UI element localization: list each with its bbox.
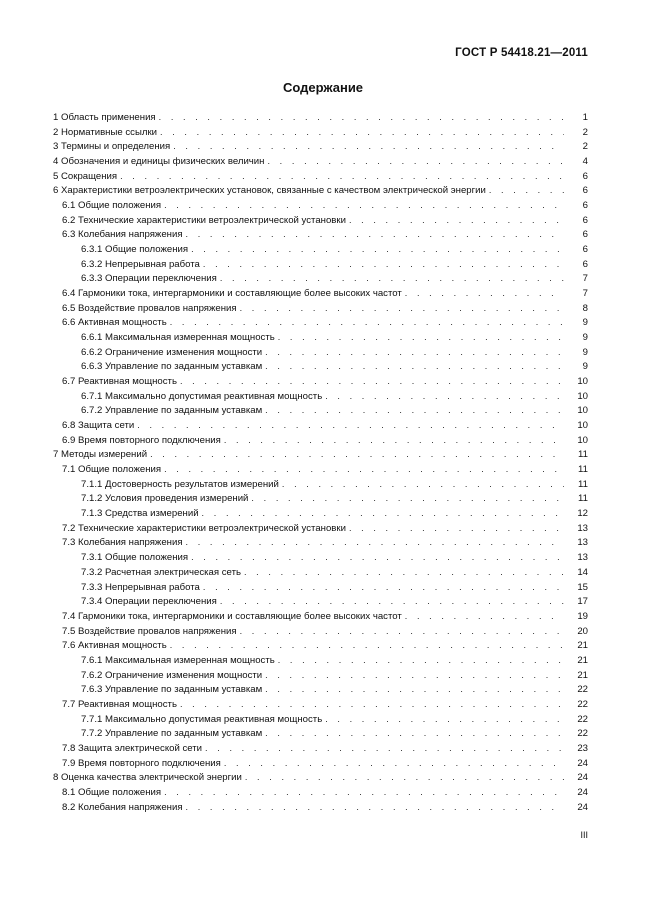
toc-entry[interactable] bbox=[53, 257, 588, 272]
toc-entry-page: 21 bbox=[577, 669, 588, 681]
toc-entry-page: 20 bbox=[577, 625, 588, 637]
dot-leader bbox=[240, 624, 564, 639]
toc-entry[interactable] bbox=[53, 213, 588, 228]
toc-entry[interactable] bbox=[53, 624, 588, 639]
toc-entry[interactable] bbox=[53, 315, 588, 330]
toc-entry[interactable] bbox=[53, 345, 588, 360]
dot-leader bbox=[186, 800, 564, 815]
toc-entry-page: 9 bbox=[582, 346, 588, 358]
toc-entry-label: 6.7.1 Максимально допустимая реактивная мощность bbox=[81, 390, 323, 402]
toc-entry-label: 6.6.2 Ограничение изменения мощности bbox=[81, 346, 263, 358]
toc-entry[interactable] bbox=[53, 330, 588, 345]
toc-entry-page: 13 bbox=[577, 537, 588, 549]
toc-entry-label: 7.3.3 Непрерывная работа bbox=[81, 581, 200, 593]
toc-entry-label: 6.6 Активная мощность bbox=[62, 317, 167, 329]
toc-entry-page: 22 bbox=[577, 684, 588, 696]
dot-leader bbox=[191, 242, 564, 257]
dot-leader bbox=[202, 506, 564, 521]
toc-entry-label: 7.3 Колебания напряжения bbox=[62, 537, 183, 549]
dot-leader bbox=[180, 374, 564, 389]
dot-leader bbox=[186, 535, 564, 550]
toc-entry-page: 24 bbox=[577, 786, 588, 798]
toc-entry-page: 17 bbox=[577, 596, 588, 608]
toc-entry[interactable] bbox=[53, 741, 588, 756]
toc-entry-page: 10 bbox=[577, 405, 588, 417]
toc-entry-label: 6.6.1 Максимальная измеренная мощность bbox=[81, 332, 275, 344]
toc-entry-label: 7.6 Активная мощность bbox=[62, 640, 167, 652]
toc-entry-label: 6.3.1 Общие положения bbox=[81, 244, 189, 256]
dot-leader bbox=[265, 403, 564, 418]
toc-entry-page: 11 bbox=[578, 493, 588, 505]
toc-entry-label: 6.7 Реактивная мощность bbox=[62, 376, 177, 388]
toc-entry-page: 11 bbox=[578, 464, 588, 476]
toc-entry[interactable] bbox=[53, 139, 588, 154]
toc-entry-label: 7.6.3 Управление по заданным уставкам bbox=[81, 684, 263, 696]
toc-entry-page: 10 bbox=[577, 420, 588, 432]
toc-entry-page: 13 bbox=[577, 552, 588, 564]
dot-leader bbox=[240, 301, 564, 316]
dot-leader bbox=[265, 345, 564, 360]
toc-entry-page: 6 bbox=[582, 229, 588, 241]
toc-entry[interactable] bbox=[53, 359, 588, 374]
toc-entry-label: 6.5 Воздействие провалов напряжения bbox=[62, 302, 237, 314]
toc-entry-label: 7.1.1 Достоверность результатов измерений bbox=[81, 478, 279, 490]
toc-entry-label: 6.4 Гармоники тока, интергармоники и составляющие более высоких частот bbox=[62, 288, 402, 300]
toc-entry[interactable] bbox=[53, 477, 588, 492]
dot-leader bbox=[164, 785, 564, 800]
dot-leader bbox=[349, 521, 564, 536]
toc-entry-page: 10 bbox=[577, 390, 588, 402]
toc-entry[interactable] bbox=[53, 726, 588, 741]
toc-entry[interactable] bbox=[53, 271, 588, 286]
toc-entry[interactable] bbox=[53, 653, 588, 668]
toc-entry-page: 6 bbox=[582, 185, 588, 197]
toc-entry-page: 22 bbox=[577, 728, 588, 740]
dot-leader bbox=[224, 756, 564, 771]
toc-entry-label: 8 Оценка качества электрической энергии bbox=[53, 772, 242, 784]
toc-entry-label: 6.7.2 Управление по заданным уставкам bbox=[81, 405, 263, 417]
toc-entry-label: 7.1.2 Условия проведения измерений bbox=[81, 493, 249, 505]
toc-entry-page: 7 bbox=[582, 288, 588, 300]
toc-entry-label: 7.3.1 Общие положения bbox=[81, 552, 189, 564]
toc-entry[interactable] bbox=[53, 638, 588, 653]
dot-leader bbox=[180, 697, 564, 712]
toc-entry-page: 6 bbox=[582, 258, 588, 270]
dot-leader bbox=[170, 638, 564, 653]
toc-entry-label: 6.6.3 Управление по заданным уставкам bbox=[81, 361, 263, 373]
toc-entry-page: 23 bbox=[577, 742, 588, 754]
toc-entry-label: 7.7.2 Управление по заданным уставкам bbox=[81, 728, 263, 740]
dot-leader bbox=[245, 770, 564, 785]
toc-entry[interactable] bbox=[53, 682, 588, 697]
toc-entry[interactable] bbox=[53, 770, 588, 785]
toc-entry[interactable] bbox=[53, 154, 588, 169]
toc-title: Содержание bbox=[282, 80, 364, 95]
toc-entry[interactable] bbox=[53, 227, 588, 242]
dot-leader bbox=[164, 462, 564, 477]
toc-entry[interactable] bbox=[53, 169, 588, 184]
toc-entry-label: 6.1 Общие положения bbox=[62, 200, 162, 212]
toc-entry-label: 7.2 Технические характеристики ветроэлектрической установки bbox=[62, 522, 346, 534]
toc-entry[interactable] bbox=[53, 242, 588, 257]
toc-entry[interactable] bbox=[53, 286, 588, 301]
toc-entry[interactable] bbox=[53, 609, 588, 624]
toc-entry[interactable] bbox=[53, 712, 588, 727]
toc-entry-label: 6.3 Колебания напряжения bbox=[62, 229, 183, 241]
toc-entry-label: 7.7.1 Максимально допустимая реактивная мощность bbox=[81, 713, 323, 725]
toc-entry-page: 2 bbox=[582, 141, 588, 153]
dot-leader bbox=[244, 565, 564, 580]
dot-leader bbox=[267, 154, 564, 169]
toc-entry-page: 1 bbox=[582, 112, 588, 123]
dot-leader bbox=[173, 139, 564, 154]
table-of-contents bbox=[53, 110, 588, 814]
toc-entry-page: 11 bbox=[578, 478, 588, 490]
toc-entry-page: 22 bbox=[577, 698, 588, 710]
toc-entry[interactable] bbox=[53, 565, 588, 580]
toc-entry-label: 6.2 Технические характеристики ветроэлектрической установки bbox=[62, 214, 346, 226]
toc-entry[interactable] bbox=[53, 301, 588, 316]
toc-entry-label: 7.4 Гармоники тока, интергармоники и составляющие более высоких частот bbox=[62, 610, 402, 622]
toc-entry[interactable] bbox=[53, 785, 588, 800]
toc-entry[interactable] bbox=[53, 668, 588, 683]
toc-entry-label: 7.3.2 Расчетная электрическая сеть bbox=[81, 566, 241, 578]
toc-entry-label: 6.8 Защита сети bbox=[62, 420, 135, 432]
toc-entry[interactable] bbox=[53, 418, 588, 433]
toc-entry-page: 13 bbox=[577, 522, 588, 534]
dot-leader bbox=[159, 110, 564, 125]
toc-entry-label: 8.1 Общие положения bbox=[62, 786, 162, 798]
toc-entry-label: 6.3.3 Операции переключения bbox=[81, 273, 217, 285]
toc-entry-page: 24 bbox=[577, 772, 588, 784]
toc-entry-page: 6 bbox=[582, 214, 588, 226]
dot-leader bbox=[265, 668, 564, 683]
dot-leader bbox=[191, 550, 564, 565]
toc-entry-label: 7.1.3 Средства измерений bbox=[81, 508, 199, 520]
dot-leader bbox=[405, 609, 564, 624]
toc-entry-label: 6 Характеристики ветроэлектрических установок, связанные с качеством электрической энергии bbox=[53, 185, 486, 197]
toc-entry-label: 7.6.2 Ограничение изменения мощности bbox=[81, 669, 263, 681]
toc-entry[interactable] bbox=[53, 110, 588, 125]
toc-entry-label: 6.9 Время повторного подключения bbox=[62, 434, 221, 446]
toc-entry[interactable] bbox=[53, 462, 588, 477]
toc-entry-page: 10 bbox=[577, 434, 588, 446]
dot-leader bbox=[120, 169, 564, 184]
toc-entry[interactable] bbox=[53, 491, 588, 506]
toc-entry-page: 11 bbox=[578, 449, 588, 461]
toc-entry-page: 2 bbox=[582, 126, 588, 138]
toc-entry-page: 4 bbox=[582, 156, 588, 168]
toc-entry-label: 3 Термины и определения bbox=[53, 141, 171, 153]
toc-entry[interactable] bbox=[53, 506, 588, 521]
toc-entry-page: 9 bbox=[582, 361, 588, 373]
toc-entry[interactable] bbox=[53, 800, 588, 815]
dot-leader bbox=[224, 433, 564, 448]
dot-leader bbox=[170, 315, 564, 330]
toc-entry-page: 24 bbox=[577, 801, 588, 813]
toc-entry-label: 7.6.1 Максимальная измеренная мощность bbox=[81, 654, 275, 666]
dot-leader bbox=[203, 580, 564, 595]
toc-entry[interactable] bbox=[53, 594, 588, 609]
toc-entry[interactable] bbox=[53, 550, 588, 565]
dot-leader bbox=[220, 594, 564, 609]
toc-entry-page: 10 bbox=[577, 376, 588, 388]
dot-leader bbox=[251, 491, 564, 506]
toc-entry-label: 7.8 Защита электрической сети bbox=[62, 742, 203, 754]
toc-entry-page: 9 bbox=[582, 317, 588, 329]
toc-entry-label: 7.7 Реактивная мощность bbox=[62, 698, 177, 710]
toc-entry[interactable] bbox=[53, 198, 588, 213]
dot-leader bbox=[325, 389, 564, 404]
toc-entry-label: 4 Обозначения и единицы физических величин bbox=[53, 156, 265, 168]
toc-entry[interactable] bbox=[53, 403, 588, 418]
toc-entry-label: 7.9 Время повторного подключения bbox=[62, 757, 221, 769]
toc-entry[interactable] bbox=[53, 389, 588, 404]
toc-entry-label: 7.3.4 Операции переключения bbox=[81, 596, 217, 608]
toc-entry-label: 8.2 Колебания напряжения bbox=[62, 801, 183, 813]
toc-entry[interactable] bbox=[53, 433, 588, 448]
toc-entry-label: 7 Методы измерений bbox=[53, 449, 148, 461]
dot-leader bbox=[160, 125, 564, 140]
dot-leader bbox=[205, 741, 564, 756]
dot-leader bbox=[349, 213, 564, 228]
toc-entry-label: 7.5 Воздействие провалов напряжения bbox=[62, 625, 237, 637]
toc-entry-page: 7 bbox=[582, 273, 588, 285]
dot-leader bbox=[489, 183, 564, 198]
dot-leader bbox=[265, 726, 564, 741]
toc-entry-page: 19 bbox=[577, 610, 588, 622]
toc-entry[interactable] bbox=[53, 183, 588, 198]
dot-leader bbox=[220, 271, 564, 286]
toc-entry[interactable] bbox=[53, 125, 588, 140]
toc-entry-page: 21 bbox=[577, 640, 588, 652]
document-code: ГОСТ Р 54418.21—2011 bbox=[455, 47, 588, 59]
toc-entry-page: 6 bbox=[582, 200, 588, 212]
toc-entry-label: 6.3.2 Непрерывная работа bbox=[81, 258, 200, 270]
toc-entry-page: 6 bbox=[582, 244, 588, 256]
toc-entry[interactable] bbox=[53, 447, 588, 462]
dot-leader bbox=[405, 286, 564, 301]
toc-entry-page: 6 bbox=[582, 170, 588, 182]
dot-leader bbox=[265, 359, 564, 374]
toc-entry-label: 5 Сокращения bbox=[53, 170, 118, 182]
dot-leader bbox=[278, 653, 564, 668]
dot-leader bbox=[282, 477, 564, 492]
dot-leader bbox=[137, 418, 564, 433]
toc-entry-page: 21 bbox=[577, 654, 588, 666]
toc-entry[interactable] bbox=[53, 535, 588, 550]
dot-leader bbox=[203, 257, 564, 272]
toc-entry-page: 12 bbox=[577, 508, 588, 520]
dot-leader bbox=[164, 198, 564, 213]
dot-leader bbox=[186, 227, 564, 242]
toc-entry[interactable] bbox=[53, 374, 588, 389]
toc-entry[interactable] bbox=[53, 697, 588, 712]
toc-entry-page: 24 bbox=[577, 757, 588, 769]
toc-entry-page: 14 bbox=[577, 566, 588, 578]
toc-entry-page: 9 bbox=[582, 332, 588, 344]
dot-leader bbox=[325, 712, 564, 727]
dot-leader bbox=[265, 682, 564, 697]
toc-entry-label: 2 Нормативные ссылки bbox=[53, 126, 158, 138]
toc-entry-page: 15 bbox=[577, 581, 588, 593]
toc-entry-page: 8 bbox=[582, 302, 588, 314]
page-number: III bbox=[580, 830, 588, 840]
toc-entry[interactable] bbox=[53, 756, 588, 771]
toc-entry-page: 22 bbox=[577, 713, 588, 725]
toc-entry-label: 7.1 Общие положения bbox=[62, 464, 162, 476]
toc-entry-label: 1 Область применения bbox=[53, 112, 156, 123]
dot-leader bbox=[278, 330, 564, 345]
dot-leader bbox=[150, 447, 564, 462]
toc-entry[interactable] bbox=[53, 521, 588, 536]
toc-entry[interactable] bbox=[53, 580, 588, 595]
